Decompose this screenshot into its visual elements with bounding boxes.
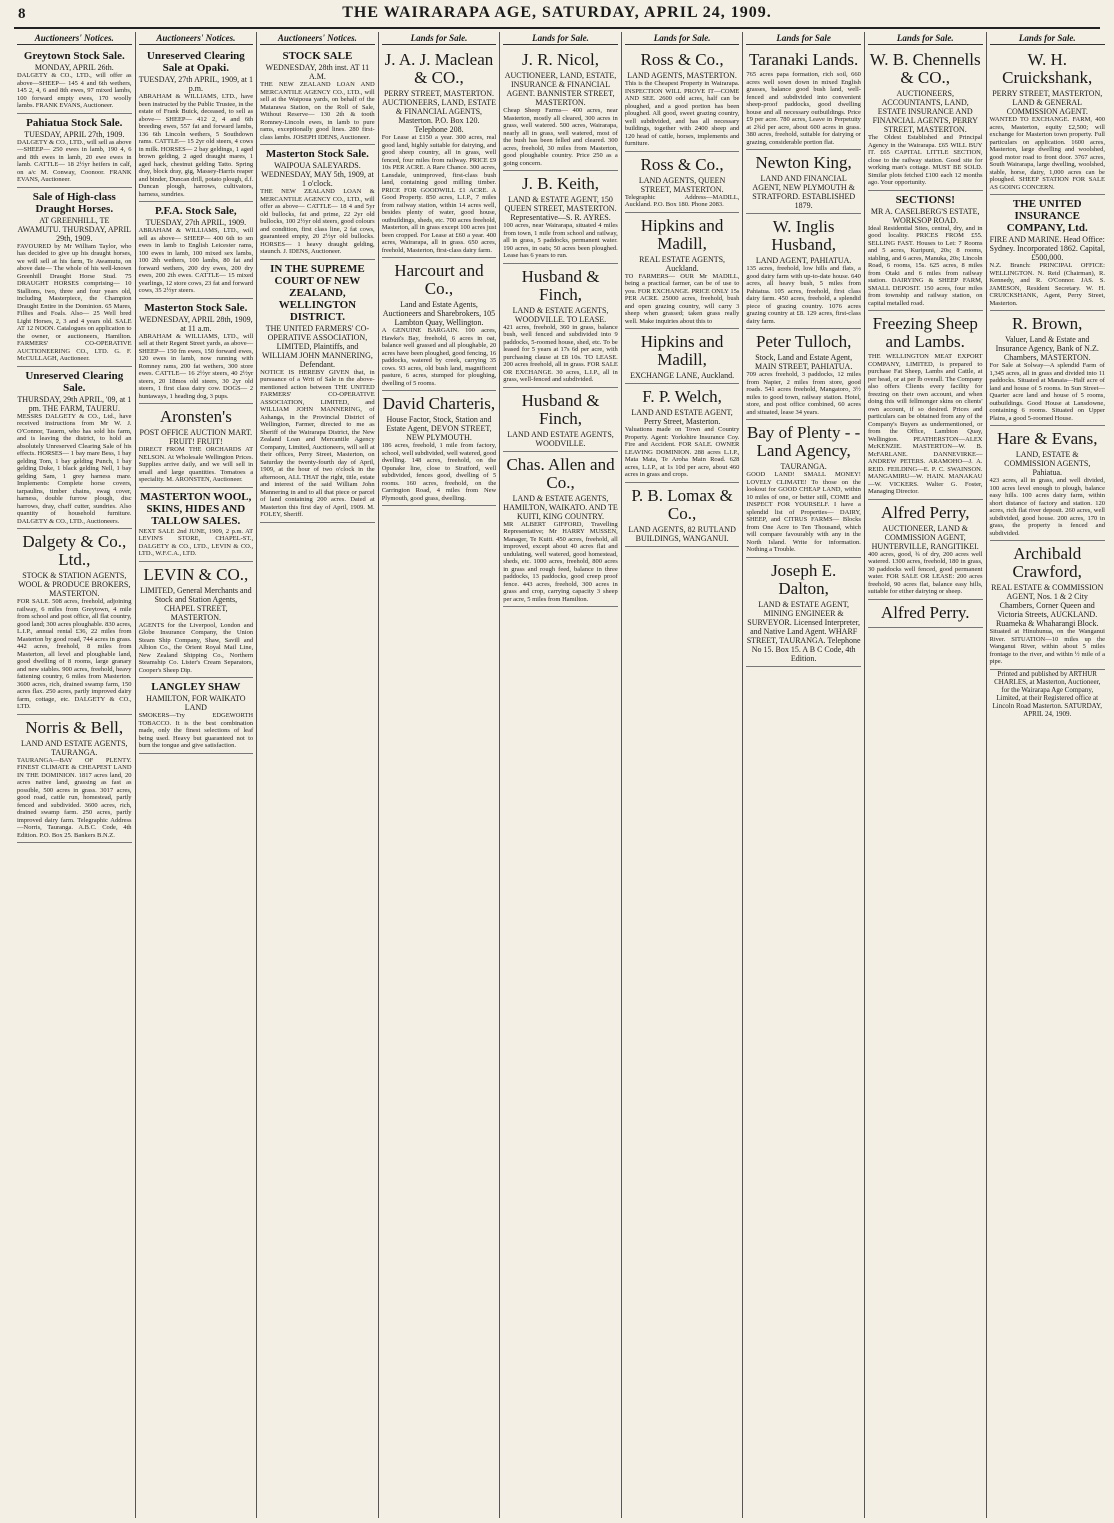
ad-subtitle: STOCK & STATION AGENTS, WOOL & PRODUCE BROKERS, MASTERTON. [18,571,131,598]
ad-title: Harcourt and Co., [394,261,484,298]
ad-title: Husband & Finch, [521,266,600,304]
column-4 [379,32,501,1518]
ad-body: AGENTS for the Liverpool, London and Globe Insurance Company, the Union Steam Ship Company, Shaw, Savill and Albion Co., the Orient Royal Mail Line, New Zealand Shipping Co., Northern Steamship Co. Lister's Cream Separators, Cooper's Sheep Dip. [138,621,254,674]
ad-body: ABRAHAM & WILLIAMS, LTD., will sell at their Regent Street yards, as above— SHEEP— 150 fm ewes, 150 forward ewes, 120 ewes in lamb, now running with Romney rams, 200 fat wethers, 300 store ewes. CATTLE— 16 2½yr steers, 40 2½yr steers, 20 18mos old steers, 30 2yr old steers, 1 first class dairy cow. DOGS— 2 huntaways, 1 heading dog, 3 pups. [138,332,254,400]
advertisement [139,299,254,405]
masthead-title: THE WAIRARAPA AGE, SATURDAY, APRIL 24, 1909. [342,4,772,21]
ad-body: 100 acres, near Wairarapa, situated 4 miles from town, 1 mile from school and railway, all in grass, 5 paddocks, permanent water. 190 acres, in oats; 50 acres been ploughed. Lease has 6 years to run. [503,222,618,259]
ad-title: Greytown Stock Sale. [23,50,125,62]
advertisement [625,384,740,483]
ad-title: Newton King, [755,153,852,172]
ad-subtitle: WEDNESDAY, 28th inst. AT 11 A.M. [265,63,370,81]
ad-title: Ross & Co., [640,50,724,69]
advertisement [746,150,861,214]
column-heading: Auctioneers' Notices. [17,32,132,45]
ad-subtitle: PERRY STREET, MASTERTON, LAND & GENERAL COMMISSION AGENT. [992,89,1103,116]
imprint-footer: Printed and published by ARTHUR CHARLES, at Masterton, Auctioneer, for the Wairarapa Age Company, Limited, at their Registered office at Lincoln Road Masterton. SATURDAY, APRIL 24, 1909. [992,669,1102,718]
column-heading: Lands for Sale [746,32,861,45]
ad-body: Ideal Residential Sites, central, dry, and in good locality. PRICES FROM £55. SELLING FAST. Houses to Let: 7 Rooms and 5 acres, Kuripuni, 20s; 8 rooms, stabling, and 6 acres, Manuka, 20s; Lincoln Road, 6 rooms, 15s. 625 acres, 8 miles from Otaki and 6 miles from railway station. DAIRYING & SHEEP FARM, SMALL DEPOSIT. 150 acres, four miles from township and railway station, on capital metalled road. [867,224,983,307]
ad-title: SECTIONS! [895,193,955,206]
ad-body: WANTED TO EXCHANGE. FARM, 400 acres, Masterton, equity £2,500; will exchange for Masterton town property. Full particulars on application. 1600 acres, Masterton, large dwelling and woolshed, good motor road to front door. 3767 acres, South Wairarapa, large dwelling, woolshed, stable, horse, dairy, 1,000 acres can be ploughed. SHEEP STATION FOR SALE AS GOING CONCERN. [989,116,1105,191]
ad-subtitle: FIRE AND MARINE. Head Office: Sydney. Incorporated 1862. Capital, £500,000. [989,235,1105,262]
ad-subtitle: LAND, ESTATE & COMMISSION AGENTS, Pahiatua. [1004,450,1091,477]
advertisement [503,452,618,608]
masthead-rule [14,27,1100,29]
column-heading: Lands for Sale. [503,32,618,45]
ad-title: Unreserved Clearing Sale. [25,369,124,394]
advertisement [139,488,254,562]
ad-subtitle: HAMILTON, FOR WAIKATO LAND [146,694,246,712]
ad-body: Telegraphic Address—MADILL, Auckland. P.O. Box 180. Phone 2083. [624,193,740,208]
ad-title: J. B. Keith, [522,174,600,193]
ad-body: GOOD LAND! SMALL MONEY! LOVELY CLIMATE! To those on the lookout for GOOD CHEAP LAND, within 10 miles of one, or better still, COME and INSPECT FOR YOURSELF. I have a splendid list of Properties— DAIRY, SHEEP, and CITRUS FARMS— Blocks from One Acre to Ten Thousand, which will compare favourably with any in the North Island. Write for information. Nothing a Trouble. [746,471,861,553]
ad-title: MASTERTON WOOL, SKINS, HIDES AND TALLOW SALES. [140,490,252,527]
ad-body: THE NEW ZEALAND LOAN AND MERCANTILE AGENCY CO., LTD., will sell at the Waipoua yards, on behalf of the Matarawa Station, on the Roll of Sale, Without Reserve— 130 2th & tooth Romney-Lincoln ewes, in lamb to pure rams, exceptionally good lines. 280 first-class lambs. JOSEPH IDENS, Auctioneer. [260,81,375,141]
ad-body: 135 acres, freehold, low hills and flats, a good dairy farm with up-to-date house. 640 acres, all heavy bush, 5 miles from Pahiatua. 105 acres, freehold, first class dairy farm. 450 acres, freehold, a splendid piece of grazing country. 1076 acres grazing country at £8. 129 acres, first-class dairy farm. [746,265,861,325]
ad-body: 186 acres, freehold, 1 mile from factory, school, well subdivided, well watered, good dwelling. 148 acres, freehold, on the Opunake line, close to Stratford, well subdivided, fences good, dwelling of 5 rooms. 160 acres, freehold, on the Carrington Road, 4 miles from New Plymouth, good grass, dwelling. [381,442,497,502]
ad-title: Hare & Evans, [996,429,1098,448]
ad-body: Situated at Hinuhunua, on the Wanganui River. SITUATION—10 miles up the Wanganui River, within about 5 miles frontage to the river, and within ½ mile of a pipe. [989,628,1105,665]
advertisement [625,213,740,330]
ad-body: SMOKERS—Try EDGEWORTH TOBACCO. It is the best combination made, only the finest selections of leaf being used. Heavy but guaranteed not to burn the tongue and give satisfaction. [138,712,254,749]
advertisement [503,47,618,171]
ad-body: The Oldest Established and Principal Agency in the Wairarapa. £65 WILL BUY IT. £65 CAPITAL LITTLE SECTION, close to the railway station. Good site for working man's cottage. MUST BE SOLD. Similar plots fetched £100 each 12 months ago. Your opportunity. [867,134,983,186]
ad-title: THE UNITED INSURANCE COMPANY, Ltd. [1006,198,1088,234]
ad-subtitle: LAND & ESTATE AGENTS, HAMILTON, WAIKATO. AND TE KUITI, KING COUNTRY. [503,493,618,521]
advertisement [868,600,983,628]
ad-title: IN THE SUPREME COURT OF NEW ZEALAND, WELLINGTON DISTRICT. [270,262,365,323]
ad-body: 765 acres papa formation, rich soil, 660 acres well sown down in mixed English grasses, balance good bush land, well-fenced and subdivided into convenient sheep-proof paddocks, good dwelling house and all necessary outbuildings. Price £9 per acre. 780 acres, Leave in Perpetuity at 2¾d per acre, about 600 acres in grass. 380 acres, freehold, suitable for dairying or grazing, considerable portion flat. [746,71,861,146]
advertisement [990,426,1105,541]
ad-body: ABRAHAM & WILLIAMS, LTD., will sell as above— SHEEP— 400 6th to sm ewes in lamb to English Leicester rams, 100 ewes in lamb, 100 mixed sex lambs, 100 2th wethers, 100 lambs, 80 fat and forward wethers, 200 dry ewes, 200 dry ewes, 200 2th ewes. CATTLE— 15 mixed yearlings, 12 store cows, 23 fat and forward cows, 35 2½yr steers. [138,227,254,294]
ad-subtitle: EXCHANGE LANE, Auckland. [630,371,735,380]
advertisement [503,171,618,264]
ad-title: Masterton Stock Sale. [265,148,369,160]
ad-body: DALGETY & CO., LTD., will sell as above—SHEEP— 250 ewes in lamb, 190 4, 6 and 8th ewes in lamb, 20 ewe ewes in lamb. CATTLE— 18 2½yr heifers in calf, on a/c M. Conway, Coonoor. FRANK EVANS, Auctioneer. [17,138,132,183]
ad-body: For Sale at Solway—A splendid Farm of 1,345 acres, all in grass and divided into 11 paddocks. Situated at Manaia—Half acre of land and house of 5 rooms. In Sun Street—Quarter acre land and house of 5 rooms, outbuildings. Good House at Lansdowne, containing 6 rooms. Situated on Upper Plains, a good 5-roomed House. [989,362,1105,422]
ad-title: Chas. Allen and Co., [506,454,615,492]
ad-subtitle: THE UNITED FARMERS' CO-OPERATIVE ASSOCIATION, LIMITED, Plaintiffs, and WILLIAM JOHN MANNERING, Defendant. [261,323,373,369]
ad-body: This is the Cheapest Property in Wairarapa. INSPECTION WILL PROVE IT—COME AND SEE. 2600 odd acres, half can be ploughed, and a good portion has been ploughed. All good, sweet grazing country, well subdivided, and has all necessary buildings, together with 2400 sheep and 120 head of cattle, horses, implements and furniture. [624,80,740,147]
advertisement [17,188,132,367]
ad-subtitle: WEDNESDAY, APRIL 28th, 1909, at 11 a.m. [139,314,253,333]
advertisement [868,191,983,312]
advertisement [868,500,983,600]
column-9 [987,32,1108,1518]
advertisement [746,558,861,667]
column-6 [622,32,744,1518]
ad-subtitle: MONDAY, APRIL 26th. [34,63,114,72]
ad-body: NEXT SALE 2nd JUNE, 1909, 2 p.m. AT LEVIN'S STORE, CHAPEL-ST., DALGETY & CO., LTD., LEVIN & CO., LTD., W.F.C.A., LTD. [138,527,254,557]
column-heading: Lands for Sale. [990,32,1105,45]
ad-title: Dalgety & Co., Ltd., [22,532,127,569]
ad-title: LEVIN & CO., [143,564,249,584]
ad-body: For Lease at £150 a year. 300 acres, real good land, highly suitable for dairying, and good sheep country, all in grass, well fenced, four miles from railway. PRICE £9 10s PER ACRE. A Rare Chance. 300 acres, Lansdale, unimproved, first-class bush land, containing good milling timber. PRICE FOR GOODWILL £1 ACRE. A Good Property. 850 acres, L.I.P., 7 miles from railway station, within 14 acres well, besides plenty of water, good house, outbuildings, sheds, etc. 700 acres freehold, Masterton, all in grass except 100 acres just been cropped. For Lease at £60 a year. 400 acres, Wairarapa, all in grass. 650 acres, freehold, Masterton, first-class dairy farm. [381,134,497,254]
ad-title: F. P. Welch, [642,387,722,406]
ad-subtitle: REAL ESTATE & COMMISSION AGENT, Nos. 1 & 2 City Chambers, Corner Queen and Victoria Streets, AUCKLAND. Ruameka & Whaharangi Block. [991,583,1104,628]
ad-title: Aronsten's [159,407,232,426]
ad-subtitle: LAND & ESTATE AGENT, 150 QUEEN STREET, MASTERTON. Representative—S. R. AYRES. [504,195,617,222]
ad-title: Alfred Perry. [880,602,970,622]
advertisement [17,367,132,530]
advertisement [746,329,861,420]
masthead [0,0,1114,30]
ad-title: Taranaki Lands. [749,50,859,69]
advertisement [260,145,375,260]
advertisement [139,404,254,488]
ad-body: NOTICE IS HEREBY GIVEN that, in pursuance of a Writ of Sale in the above-mentioned action between THE UNITED FARMERS' CO-OPERATIVE ASSOCIATION, LIMITED, and WILLIAM JOHN MANNERING, of Ashanga, in the Provincial District of Wellington, Farmer, directed to me as Sheriff of the Wairarapa District, the New Zealand Loan and Mercantile Agency Company, Limited, Auctioneers, will sell at their offices, Perry Street, Masterton, on Saturday the twenty-fourth day of April, 1909, at the hour of two o'clock in the afternoon, ALL THAT the right, title, estate and interest of the said William John Mannering in and to all that piece or parcel of land containing 200 acres. Dated at Masterton this first day of April, 1909. M. FOLEY, Sheriff. [260,368,375,518]
ad-subtitle: Stock, Land and Estate Agent, MAIN STREET, PAHIATUA. [754,353,853,371]
column-5 [500,32,622,1518]
ad-subtitle: REAL ESTATE AGENTS, Auckland. [639,254,726,273]
ad-subtitle: THURSDAY, 29th APRIL, '09, at 1 pm. THE FARM, TAUERU. [17,394,132,413]
ad-subtitle: TUESDAY, APRIL 27th, 1909. [24,129,125,139]
advertisement [746,214,861,329]
ad-body: 423 acres, all in grass, and well divided, 100 acres level enough to plough, balance easy hills. 100 acres dairy farm, within short distance of factory and station. 120 acres, rich flat river deposit. 260 acres, well subdivided, good house. 200 acres, 170 in grass, the property is fenced and subdivided. [989,477,1105,537]
ad-subtitle: WAIPOUA SALEYARDS. WEDNESDAY, MAY 5th, 1909, at 1 o'clock. [261,161,374,188]
ad-body: FAVOURED by Mr William Taylor, who has decided to give up his draught horses, we will sell at his farm, Te Awamutu, on above date— The whole of his well-known Greenhill Draught Horse Stud. 75 DRAUGHT HORSES comprising— 10 Stallions, two, three and four years old, including Masterpiece, the Champion Draught Entire in the Dominion. 65 Mares, Fillies and Foals. Also— 25 Well bred Light Horses, 2, 3 and 4 years old. SALE AT 12 NOON. Catalogues on application to the owner, or auctioneers, Hamilton. FARMERS' CO-OPERATIVE AUCTIONEERING CO., LTD. G. F. McCULLAGH, Auctioneer. [17,242,132,362]
ad-subtitle: LAND AND ESTATE AGENTS, WOODVILLE. [507,429,614,448]
advertisement [990,195,1105,311]
ad-body: 400 acres, good, ¾ of dry, 200 acres well watered. 1300 acres, freehold, 180 in grass, 30 paddocks well fenced, good permanent water. FOR SALE OR LEASE: 200 acres freehold, 90 acres flat, balance easy hills, suitable for either dairying or sheep. [867,550,983,595]
ad-title: Sale of High-class Draught Horses. [32,190,116,215]
ad-body: 709 acres freehold, 3 paddocks, 12 miles from Napier, 2 miles from store, good roads. 541 acres freehold, Mangatoro, 3½ miles to good town, railway station. Hotel, store, and post office combined, 60 acres and situated, lease 34 years. [746,371,861,416]
column-2 [136,32,258,1518]
ad-subtitle: AUCTIONEERS, ACCOUNTANTS, LAND, ESTATE INSURANCE AND FINANCIAL AGENTS, PERRY STREET, MASTERTON. [872,89,978,134]
ad-body: Cheap Sheep Farms— 400 acres, near Masterton, mostly all cleared, 300 acres in grass, well watered. 500 acres, Wairarapa, nearly all in grass, well watered, most of the bush has been felled and cleared. 300 acres, freehold, 30 miles from Masterton, good ploughable country. Price 250 as a going concern. [503,107,618,167]
advertisement [139,678,254,754]
advertisement [17,114,132,188]
ad-subtitle: PERRY STREET, MASTERTON. AUCTIONEERS, LAND, ESTATE & FINANCIAL AGENTS, Masterton. P.O. Box 120. Telephone 208. [381,89,496,134]
advertisement [868,47,983,191]
advertisement [625,47,740,152]
advertisement [990,47,1105,195]
ad-body: THE WELLINGTON MEAT EXPORT COMPANY, LIMITED, is prepared to purchase Fat Sheep, Lambs and Cattle, at per head, or at per lb overall. The Company also offers Clients every facility for freezing on their own account, and when doing this will fellmonger skins on clients' own account, if so desired. Prices and particulars can be obtained from any of the Company's Buyers as undermentioned, or from the Office, Lambton Quay, Wellington. PEATHERSTON—ALEX McKENZIE. MASTERTON—W. B. McFARLANE. DANNEVIRKE—ANDREW PETERS. ARAMOHO—J. A. REID. FEILDING—E. P. C. SWAINSON. MANGAMIRU—W. HAIN. MANAKAU—W. VICKERS. Walter G. Foster, Managing Director. [867,353,983,495]
advertisement [260,47,375,145]
ad-subtitle: TUESDAY, 27th APRIL, 1909. [145,218,247,227]
advertisement [139,47,254,202]
ad-subtitle: POST OFFICE AUCTION MART. FRUIT! FRUIT! [139,428,253,446]
ad-title: Masterton Stock Sale. [144,301,248,314]
ad-title: P.F.A. Stock Sale, [154,205,237,217]
ad-subtitle: LAND & ESTATE AGENT, MINING ENGINEER & SURVEYOR. Licensed Interpreter, and Native Land Agent. WHARF STREET, TAURANGA. Telephone No 15. Box 15. A B C Code, 4th Edition. [746,599,861,663]
advertisement [17,715,132,844]
ad-subtitle: House Factor, Stock, Station and Estate Agent, DEVON STREET, NEW PLYMOUTH. [386,415,492,442]
ad-title: Norris & Bell, [25,717,124,737]
advertisement [746,420,861,558]
ad-subtitle: LAND & ESTATE AGENTS, WOODVILLE. TO LEASE. [512,305,609,324]
column-heading: Lands for Sale. [382,32,497,45]
ad-title: R. Brown, [1012,314,1083,333]
advertisement [990,541,1105,670]
ad-body: DIRECT FROM THE ORCHARDS AT NELSON. At Wholesale Wellington Prices. Supplies arrive daily, and we will sell in small and large quantities. Tomatoes a speciality. M. ARONSTEN, Auctioneer. [138,446,254,483]
ad-title: Husband & Finch, [521,390,600,428]
ad-title: Hipkins and Madill, [640,332,724,369]
ad-subtitle: LAND AGENTS, 82 RUTLAND BUILDINGS, WANGANUI. [628,524,736,543]
ad-title: Freezing Sheep and Lambs. [872,314,978,351]
advertisement [382,47,497,258]
column-1 [14,32,136,1518]
ad-body: FOR SALE. 508 acres, freehold, adjoining railway, 6 miles from Greytown, 4 mile from school and post office, all flat country, good land; 300 acres ploughable. 830 acres, L.I.P., annual rental £36, 22 miles from Masterton by good road, 744 acres in grass. 442 acres, freehold, 8 miles from Masterton, all level and ploughable land, good dwelling of 8 rooms, large granary and new stables. 900 acres, freehold, heavy fattening country, 6 miles from Masterton. 3600 acres, rich, drained swamp farm, 150 acres flax. 250 acres, partly improved dairy farm, cottage, etc. DALGETY & CO., LTD. [17,598,132,710]
ad-title: Alfred Perry, [880,502,970,522]
ad-subtitle: LAND AGENT, PAHIATUA. [755,256,852,265]
ad-subtitle: TUESDAY, 27th APRIL, 1909, at 1 p.m. [138,75,253,93]
advertisement [139,562,254,679]
ad-title: LANGLEY SHAW [151,681,241,693]
ad-body: TAURANGA—BAY OF PLENTY. FINEST CLIMATE & CHEAPEST LAND IN THE DOMINION. 1817 acres land, 20 acres native land, grassing as fast as possible, 500 acres in grass. 3017 acres, good road, cattle run, homestead, partly fenced and subdivided. 3600 acres, rich, drained swamp farm. 250 acres, partly improved dairy farm. Telegraphic Address—Norris, Tauranga. A.B.C. Code, 4th Edition. P.O. Box 25. Bankers B.N.Z. [17,756,132,839]
column-3 [257,32,379,1518]
ad-title: STOCK SALE [282,50,353,62]
column-7 [743,32,865,1518]
ad-title: Ross & Co., [640,154,724,174]
ad-subtitle: LAND AGENTS, QUEEN STREET, MASTERTON. [638,175,726,194]
advertisement [625,483,740,547]
column-heading: Lands for Sale. [625,32,740,45]
ad-title: J. R. Nicol, [522,50,600,69]
ad-subtitle: AUCTIONEER, LAND, ESTATE, INSURANCE & FINANCIAL AGENT. BANNISTER STREET, MASTERTON. [504,71,617,107]
ad-title: W. B. Chennells & CO., [869,50,981,87]
ad-subtitle: MR A. CASELBERG'S ESTATE, WORKSOP ROAD. [870,206,980,225]
ad-title: Joseph E. Dalton, [771,560,837,598]
ad-body: N.Z. Branch: PRINCIPAL OFFICE: WELLINGTON. N. Reid (Chairman), R. Kennedy, and R. O'Connor. JAS. S. JAMESON, Resident Secretary. W. H. CRUICKSHANK, Agent, Perry Street, Masterton. [989,262,1105,307]
ad-subtitle: LIMITED, General Merchants and Stock and Station Agents, CHAPEL STREET, MASTERTON. [140,585,252,622]
ad-subtitle: LAND AGENTS, MASTERTON. [627,71,737,80]
ad-title: Bay of Plenty - - Land Agency, [746,423,861,460]
advertisement [17,47,132,114]
ad-body: THE NEW ZEALAND LOAN & MERCANTILE AGENCY CO., LTD., will offer as above— CATTLE— 18 4 and 5yr old bullocks, fat and prime, 22 2yr old bullocks, 100 2½yr old steers, good colours and condition, first class line, 2 fat cows, guaranteed empty, 20 2½yr old bullocks. HORSES— 1 heavy draught gelding, staunch. J. IDENS, Auctioneer. [260,188,375,255]
advertisement [990,311,1105,426]
page-number: 8 [18,6,26,22]
advertisement [382,258,497,391]
ad-body: MESSRS DALGETY & CO., Ltd., have received instructions from Mr W. J. O'Connor, Tauern, who has sold his farm, and is leaving the district, to hold an absolutely Unreserved Clearing Sale of his effects. HORSES— 1 bay mare Bess, 1 bay gelding Tom, 1 bay gelding Punch, 1 bay gelding Duke, 1 black gelding Nell, 1 bay gelding Sam, 1 grey harness mare. Implements: Complete horse covers, tarpaulins, timber chains, swag cover, harness, double furrow plough, disc harrows, dray, chaff cutter, sundries. Also quantity of household furniture. DALGETY & CO., LTD., Auctioneers. [17,412,132,525]
ad-title: David Charteris, [382,394,496,413]
column-grid [14,32,1108,1518]
ad-subtitle: TAURANGA. [780,462,827,471]
ad-subtitle: LAND AND FINANCIAL AGENT, NEW PLYMOUTH & STRATFORD. ESTABLISHED 1879. [752,174,856,210]
ad-title: J. A. J. Maclean & CO., [384,50,494,87]
advertisement [17,529,132,715]
ad-subtitle: Land and Estate Agents, Auctioneers and Sharebrokers, 105 Lambton Quay, Wellington. [382,300,496,327]
advertisement [625,329,740,384]
column-heading: Auctioneers' Notices. [260,32,375,45]
ad-title: Unreserved Clearing Sale at Opaki. [146,50,245,74]
advertisement [625,152,740,213]
ad-subtitle: AUCTIONEER, LAND & COMMISSION AGENT, HUNTERVILLE, RANGITIKEI. [871,523,979,551]
column-heading: Lands for Sale. [868,32,983,45]
advertisement [260,260,375,523]
ad-subtitle: Valuer, Land & Estate and Insurance Agency, Bank of N.Z. Chambers, MASTERTON. [995,335,1099,362]
ad-title: Archibald Crawford, [1012,544,1082,581]
ad-body: MR ALBERT GIFFORD, Travelling Representative; Mr HARRY MUSSEN, Manager, Te Kuiti. 450 acres, freehold, all improved, except about 40 acres flat and undulating, well watered, good homestead, sheds, etc. 1000 acres, freehold, 800 acres in grass and rough feed, balance in three paddocks, 13 paddocks, good creep proof fence. 443 acres, freehold, 300 acres in grass and crop, carrying capacity 3 sheep per acre, 5 miles from Hamilton. [503,520,618,603]
ad-body: A GENUINE BARGAIN. 100 acres, Hawke's Bay, freehold, 6 acres in oat, balance well grassed and all ploughable, 20 acres have been ploughed, good fencing, 16 paddocks, watered by creek, carrying 35 cows. 93 acres, old bush land, magnificent pasture, 6 acres, stumped for ploughing, dwelling of 5 rooms. [381,327,497,387]
advertisement [746,47,861,150]
advertisement [503,388,618,452]
ad-body: DALGETY & CO., LTD., will offer as above—SHEEP— 145 4 and 6th wethers, 145 2, 4, 6 and 8th ewes, 97 mixed lambs, 100 forward empty ewes, 170 woolly lambs. FRANK EVANS, Auctioneer. [17,72,132,109]
ad-title: W. H. Cruickshank, [1002,50,1093,87]
column-heading: Auctioneers' Notices. [139,32,254,45]
advertisement [503,264,618,388]
ad-subtitle: AT GREENHILL, TE AWAMUTU. THURSDAY, APRIL 29th, 1909. [17,215,131,243]
ad-body: TO FARMERS— OUR Mr MADILL, being a practical farmer, can be of use to you. FOR EXCHANGE. PRICE ONLY 15s PER ACRE. 25000 acres, freehold, bush and open grazing country, will carry 3 sheep when grassed; taken grass really well. Make inquiries about this to [624,272,740,325]
column-8 [865,32,987,1518]
ad-subtitle: LAND AND ESTATE AGENTS, TAURANGA. [21,738,128,757]
ad-subtitle: LAND AND ESTATE AGENT, Perry Street, Masterton. [631,408,733,426]
ad-title: P. B. Lomax & Co., [631,485,733,523]
ad-body: 421 acres, freehold, 360 in grass, balance bush, well fenced and subdivided into 9 paddocks, 5-roomed house, shed, etc. To be leased for 5 years at 17s 6d per acre, with purchasing clause at £8 10s. TO LEASE. 200 acres freehold, all in grass. FOR SALE OR EXCHANGE. 30 acres, L.I.P., all in grass, well-fenced and subdivided. [503,323,618,383]
ad-title: Hipkins and Madill, [640,215,724,253]
ad-body: Valuations made on Town and Country Property. Agent: Yorkshire Insurance Coy. Fire and Accident. FOR SALE. OWNER LEAVING DOMINION. 288 acres L.I.P., Mata Mata, Te Aroha Main Road. 628 acres, L.I.P., at 1s 10d per acre, about 460 acres in grass and crops. [624,426,740,478]
ad-body: ABRAHAM & WILLIAMS, LTD., have been instructed by the Public Trustee, in the estate of Frank Buick, deceased, to sell as above— SHEEP— 412 2, 4 and 6th breeding ewes, 557 fat and forward lambs, 136 6th Lincoln wethers, 5 Southdown rams. CATTLE— 15 2yr old steers, 4 cows in milk. HORSES— 2 bay geldings, 1 aged brown gelding, 2 aged draught mares, 1 aged hack, chestnut gelding Tatto. Spring dray, block dray, gig, Massey-Harris reaper and binder, Duncan drill, potato plough, d.f. Duncan plough, harrows, cultivators, harness, sundries. [138,93,254,198]
ad-title: Peter Tulloch, [755,332,852,351]
advertisement [868,311,983,500]
advertisement [382,391,497,506]
advertisement [139,202,254,299]
ad-title: Pahiatua Stock Sale. [26,116,123,129]
ad-title: W. Inglis Husband, [771,217,836,254]
